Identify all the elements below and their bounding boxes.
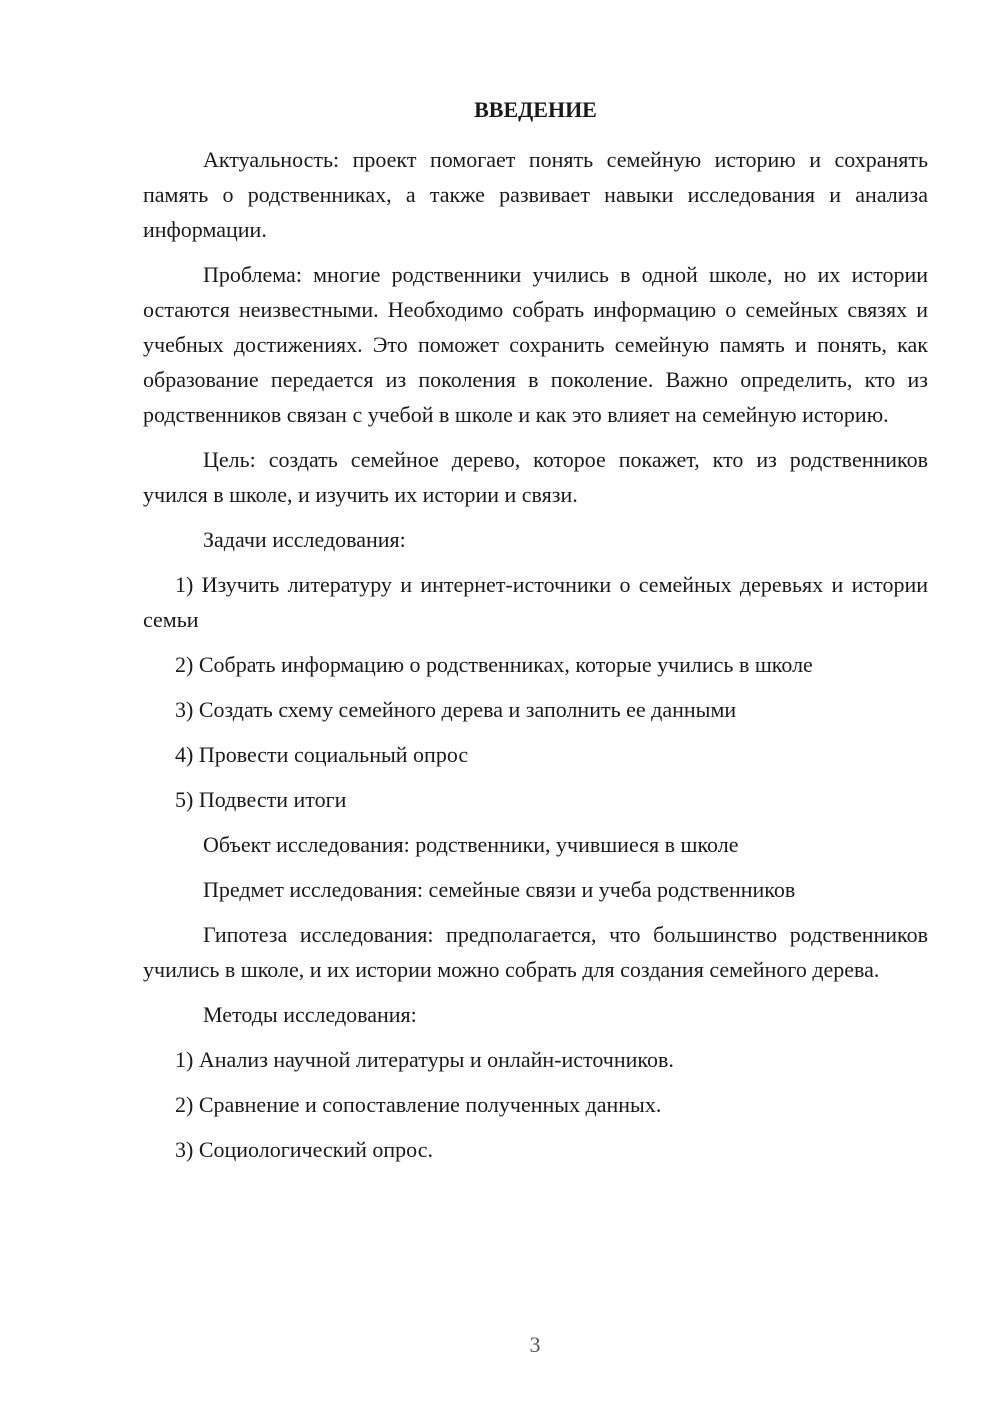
method-item-1: 1) Анализ научной литературы и онлайн-источников. bbox=[175, 1047, 674, 1072]
task-item-3: 3) Создать схему семейного дерева и заполнить ее данными bbox=[175, 697, 737, 722]
task-item-1: 1) Изучить литературу и интернет-источники о семейных деревьях и истории семьи bbox=[143, 572, 928, 632]
methods-heading: Методы исследования: bbox=[203, 1002, 417, 1027]
method-item-3: 3) Социологический опрос. bbox=[175, 1137, 433, 1162]
task-item-2: 2) Собрать информацию о родственниках, которые учились в школе bbox=[175, 652, 813, 677]
task-item-4: 4) Провести социальный опрос bbox=[175, 742, 469, 767]
tasks-heading: Задачи исследования: bbox=[203, 527, 406, 552]
problem-paragraph: Проблема: многие родственники учились в одной школе, но их истории остаются неизвестными. Необходимо собрать информацию о семейных связях и учебных достижениях. Это поможет сохранить семейную память и понять, как образование передается из поколения в поколение. Важно определить, кто из родственников связан с учебой в школе и как это влияет на семейную историю. bbox=[143, 262, 928, 427]
hypothesis-paragraph: Гипотеза исследования: предполагается, что большинство родственников учились в школе, и их истории можно собрать для создания семейного дерева. bbox=[143, 922, 928, 982]
method-item-2: 2) Сравнение и сопоставление полученных данных. bbox=[175, 1092, 662, 1117]
subject-paragraph: Предмет исследования: семейные связи и учеба родственников bbox=[203, 877, 796, 902]
task-item-5: 5) Подвести итоги bbox=[175, 787, 347, 812]
relevance-paragraph: Актуальность: проект помогает понять семейную историю и сохранять память о родственниках, а также развивает навыки исследования и анализа информации. bbox=[143, 147, 928, 242]
goal-paragraph: Цель: создать семейное дерево, которое покажет, кто из родственников учился в школе, и изучить их истории и связи. bbox=[143, 447, 928, 507]
section-title: ВВЕДЕНИЕ bbox=[474, 97, 597, 122]
document-page bbox=[143, 92, 928, 1177]
object-paragraph: Объект исследования: родственники, учившиеся в школе bbox=[203, 832, 739, 857]
page-number: 3 bbox=[529, 1332, 541, 1357]
